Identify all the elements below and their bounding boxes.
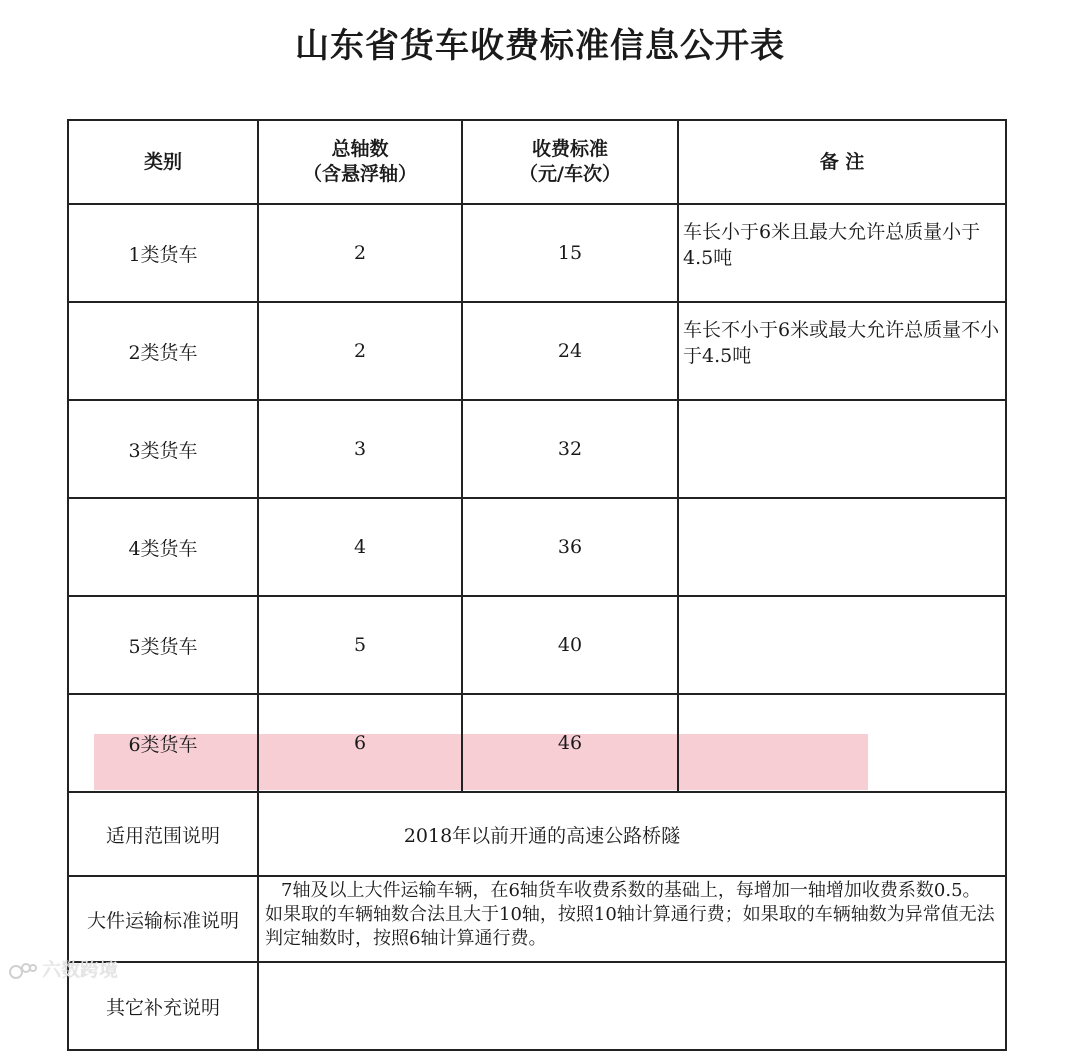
scope-value-text: 2018年以前开通的高速公路桥隧 (403, 824, 681, 847)
oversize-row (68, 876, 1006, 962)
oversize-value: 7轴及以上大件运输车辆，在6轴货车收费系数的基础上，每增加一轴增加收费系数0.5。如果取的车辆轴数合法且大于10轴，按照10轴计算通行费；如果取的车辆轴数为异常值无法判定轴数时，按照6轴计算通行费。 (258, 876, 1006, 962)
scope-value (258, 792, 1006, 876)
header-axles-line2: （含悬浮轴） (302, 163, 417, 185)
row-remark: 车长不小于6米或最大允许总质量不小于4.5吨 (678, 302, 1006, 400)
header-fee-line2: （元/车次） (519, 163, 621, 185)
scope-label (68, 792, 258, 876)
watermark (8, 955, 118, 982)
row-remark (678, 694, 1006, 792)
row-remark (678, 596, 1006, 694)
row-fee: 15 (462, 204, 678, 302)
row-fee: 24 (462, 302, 678, 400)
table-row (68, 498, 1006, 596)
header-axles (258, 120, 462, 204)
page-title: 山东省货车收费标准信息公开表 (295, 26, 785, 66)
row-remark (678, 400, 1006, 498)
row-category: 2类货车 (68, 302, 258, 400)
row-category: 5类货车 (68, 596, 258, 694)
row-axles: 4 (258, 498, 462, 596)
row-fee: 46 (462, 694, 678, 792)
row-fee: 36 (462, 498, 678, 596)
row-category: 1类货车 (68, 204, 258, 302)
oversize-label: 大件运输标准说明 (68, 876, 258, 962)
header-category: 类别 (68, 120, 258, 204)
other-row (68, 962, 1006, 1050)
table-row (68, 596, 1006, 694)
row-axles: 3 (258, 400, 462, 498)
header-row (68, 120, 1006, 204)
other-label: 其它补充说明 (68, 962, 258, 1050)
row-category: 4类货车 (68, 498, 258, 596)
row-fee: 40 (462, 596, 678, 694)
header-axles-line1: 总轴数 (331, 138, 389, 160)
row-fee: 32 (462, 400, 678, 498)
row-remark (678, 498, 1006, 596)
row-remark: 车长小于6米且最大允许总质量小于4.5吨 (678, 204, 1006, 302)
table-row (68, 694, 1006, 792)
row-category: 6类货车 (68, 694, 258, 792)
scope-row (68, 792, 1006, 876)
row-category: 3类货车 (68, 400, 258, 498)
row-axles: 2 (258, 302, 462, 400)
row-axles: 6 (258, 694, 462, 792)
scope-label-text: 适用范围说明 (105, 824, 220, 847)
table-row (68, 400, 1006, 498)
row-axles: 5 (258, 596, 462, 694)
other-value (258, 962, 1006, 1050)
row-axles: 2 (258, 204, 462, 302)
table-row (68, 204, 1006, 302)
header-remark: 备 注 (678, 120, 1006, 204)
table-row (68, 302, 1006, 400)
header-fee-line1: 收费标准 (531, 138, 608, 160)
header-fee (462, 120, 678, 204)
watermark-text: 六数跨境 (42, 959, 119, 981)
fee-table (67, 119, 1007, 1051)
watermark-logo-icon (8, 961, 38, 981)
